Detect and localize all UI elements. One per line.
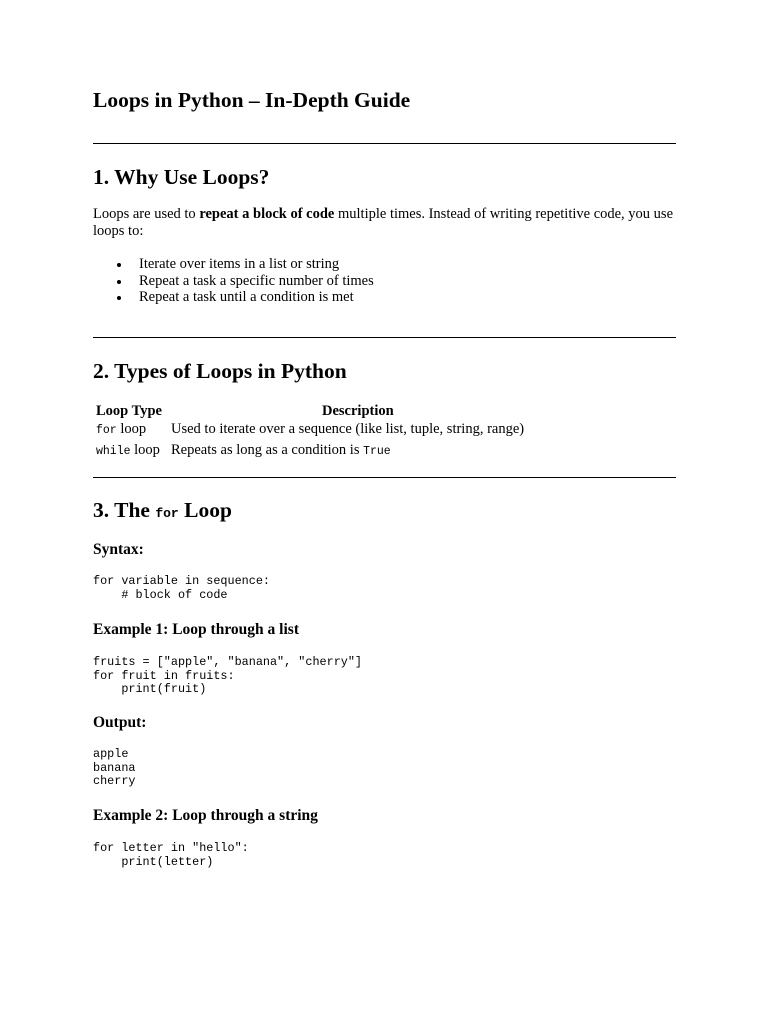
loop-keyword-code: for [96,424,117,437]
syntax-heading: Syntax: [93,541,144,558]
syntax-code-block: for variable in sequence: # block of code [93,574,270,602]
loop-keyword-code: while [96,444,131,458]
output-heading: Output: [93,714,147,731]
loop-types-table [96,404,524,463]
section-2-heading: 2. Types of Loops in Python [93,359,347,383]
document-title: Loops in Python – In-Depth Guide [93,88,411,112]
section-1-intro [93,206,676,240]
example-1-code-block: fruits = ["apple", "banana", "cherry"] for fruit in fruits: print(fruit) [93,655,363,696]
example-2-code-block: for letter in "hello": print(letter) [93,841,249,869]
table-cell [96,422,524,443]
table-row [96,443,524,464]
loop-word: loop [116,421,147,437]
list-item: Iterate over items in a list or string [93,256,374,273]
loop-uses-list [93,256,374,306]
column-header-loop-type: Loop Type [96,403,162,419]
loop-description: Used to iterate over a sequence (like list, tuple, string, range) [171,421,525,437]
example-2-heading: Example 2: Loop through a string [93,807,318,824]
divider [93,143,676,144]
true-keyword-code: True [363,444,391,458]
section-3-heading [93,500,232,522]
loop-word: loop [130,441,160,458]
divider [93,477,676,478]
intro-text-start: Loops are used to [93,206,200,222]
list-item: Repeat a task a specific number of times [93,273,374,290]
table-cell [96,443,524,464]
section-1-heading: 1. Why Use Loops? [93,165,270,189]
column-header-description: Description [322,403,394,419]
intro-text-end: multiple times. Instead of writing repetitive code, you use loops to: [93,206,674,239]
heading-prefix: 3. The [93,498,156,522]
table-row [96,422,524,443]
table-header-row [96,404,524,422]
heading-code-keyword: for [155,506,179,521]
divider [93,337,676,338]
intro-bold-phrase: repeat a block of code [199,206,335,222]
heading-suffix: Loop [178,498,232,522]
list-item: Repeat a task until a condition is met [93,289,374,306]
output-code-block: apple banana cherry [93,747,136,788]
example-1-heading: Example 1: Loop through a list [93,621,299,638]
loop-description: Repeats as long as a condition is [171,441,364,458]
